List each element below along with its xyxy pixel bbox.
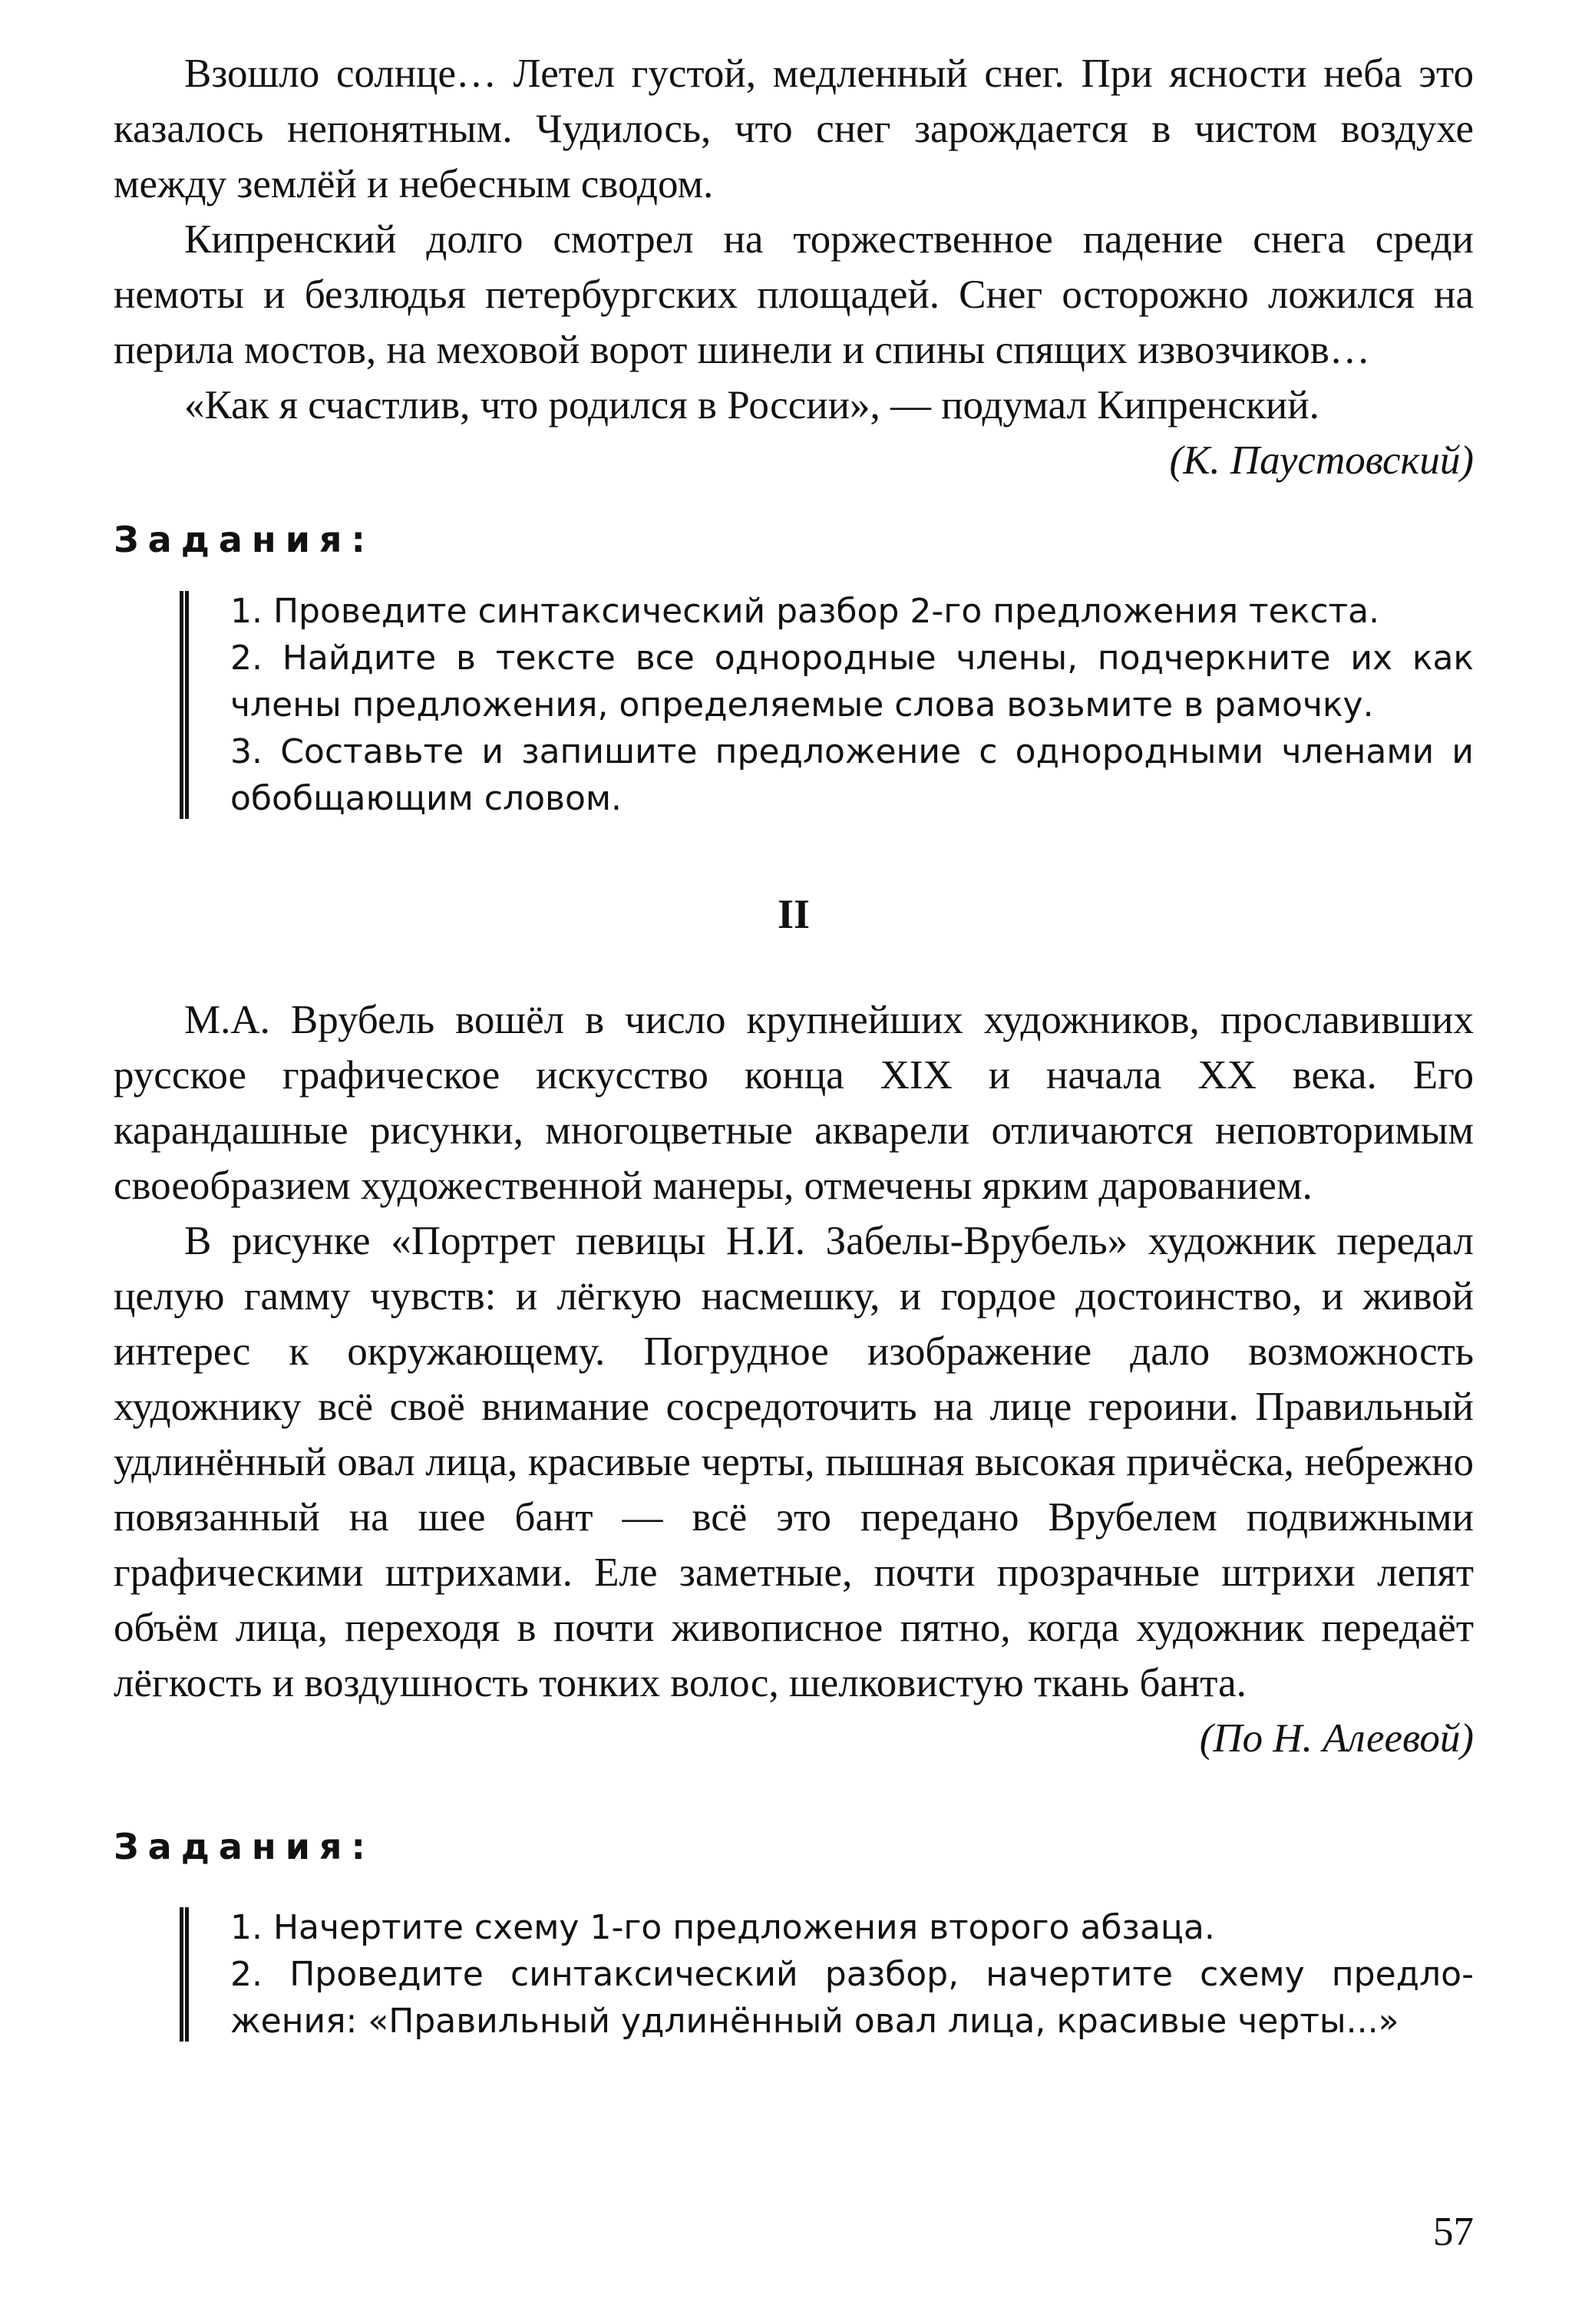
section1-text: [114, 46, 1474, 433]
paragraph: Кипренский долго смотрел на торжественное падение снега среди немоты и безлюдья петербургских площадей. Снег осторожно ложился на перила мостов, на меховой ворот шинели и спины спящих извозчиков…: [114, 217, 1474, 372]
paragraph: «Как я счастлив, что родился в России», — подумал Кипренский.: [184, 383, 1319, 427]
paragraph: Взошло солнце… Летел густой, медленный снег. При ясности неба это казалось непонятным. Чудилось, что снег зарождается в чистом воздухе между землёй и небесным сводом.: [114, 51, 1474, 206]
attribution: (По Н. Алеевой): [1199, 1716, 1474, 1761]
page-number: 57: [1433, 2210, 1474, 2254]
task-item: 3. Составьте и запишите предложение с однородными членами и обобщающим словом.: [230, 732, 1474, 818]
task-item: 2. Найдите в тексте все однородные члены, подчеркните их как члены предложения, определяемые слова возьмите в рамочку.: [230, 639, 1474, 725]
paragraph: М.А. Врубель вошёл в число крупнейших художников, прославивших русское графическое искусство конца XIX и начала XX века. Его карандашные рисунки, многоцветные акварели отличаются неповторимым своеобразием художественной манеры, отмечены ярким дарованием.: [114, 998, 1474, 1208]
task-item: 1. Начертите схему 1-го предложения второго абзаца.: [230, 1908, 1215, 1947]
paragraph: В рисунке «Портрет певицы Н.И. Забелы-Врубель» художник передал целую гамму чувств: и лёгкую насмешку, и гордое достоинство, и живой интерес к окружающему. Погрудное изображение дало возможность художнику всё своё внимание сосредоточить на лице героини. Правильный удлинённый овал лица, красивые черты, пышная высокая причёска, небрежно повязанный на шее бант — всё это передано Врубелем подвижными графическими штрихами. Еле заметные, почти прозрачные штрихи лепят объём лица, переходя в почти живописное пятно, когда художник передаёт лёгкость и воздушность тонких волос, шелковистую ткань банта.: [114, 1219, 1474, 1705]
section2-text: [114, 992, 1474, 1711]
task-item: 1. Проведите синтаксический разбор 2-го предложения текста.: [230, 592, 1380, 631]
tasks-bar: [180, 591, 189, 819]
section-number: II: [777, 891, 811, 937]
tasks-bar: [180, 1907, 189, 2042]
tasks-heading: Задания:: [114, 1826, 375, 1867]
tasks-heading: Задания:: [114, 519, 375, 560]
tasks-list: [180, 1904, 1474, 2045]
task-item: 2. Проведите синтаксический разбор, начертите схему предложения: «Правильный удлинённый овал лица, красивые черты...»: [230, 1955, 1474, 2041]
attribution: (К. Паустовский): [1169, 438, 1474, 483]
tasks-list: [180, 588, 1474, 822]
